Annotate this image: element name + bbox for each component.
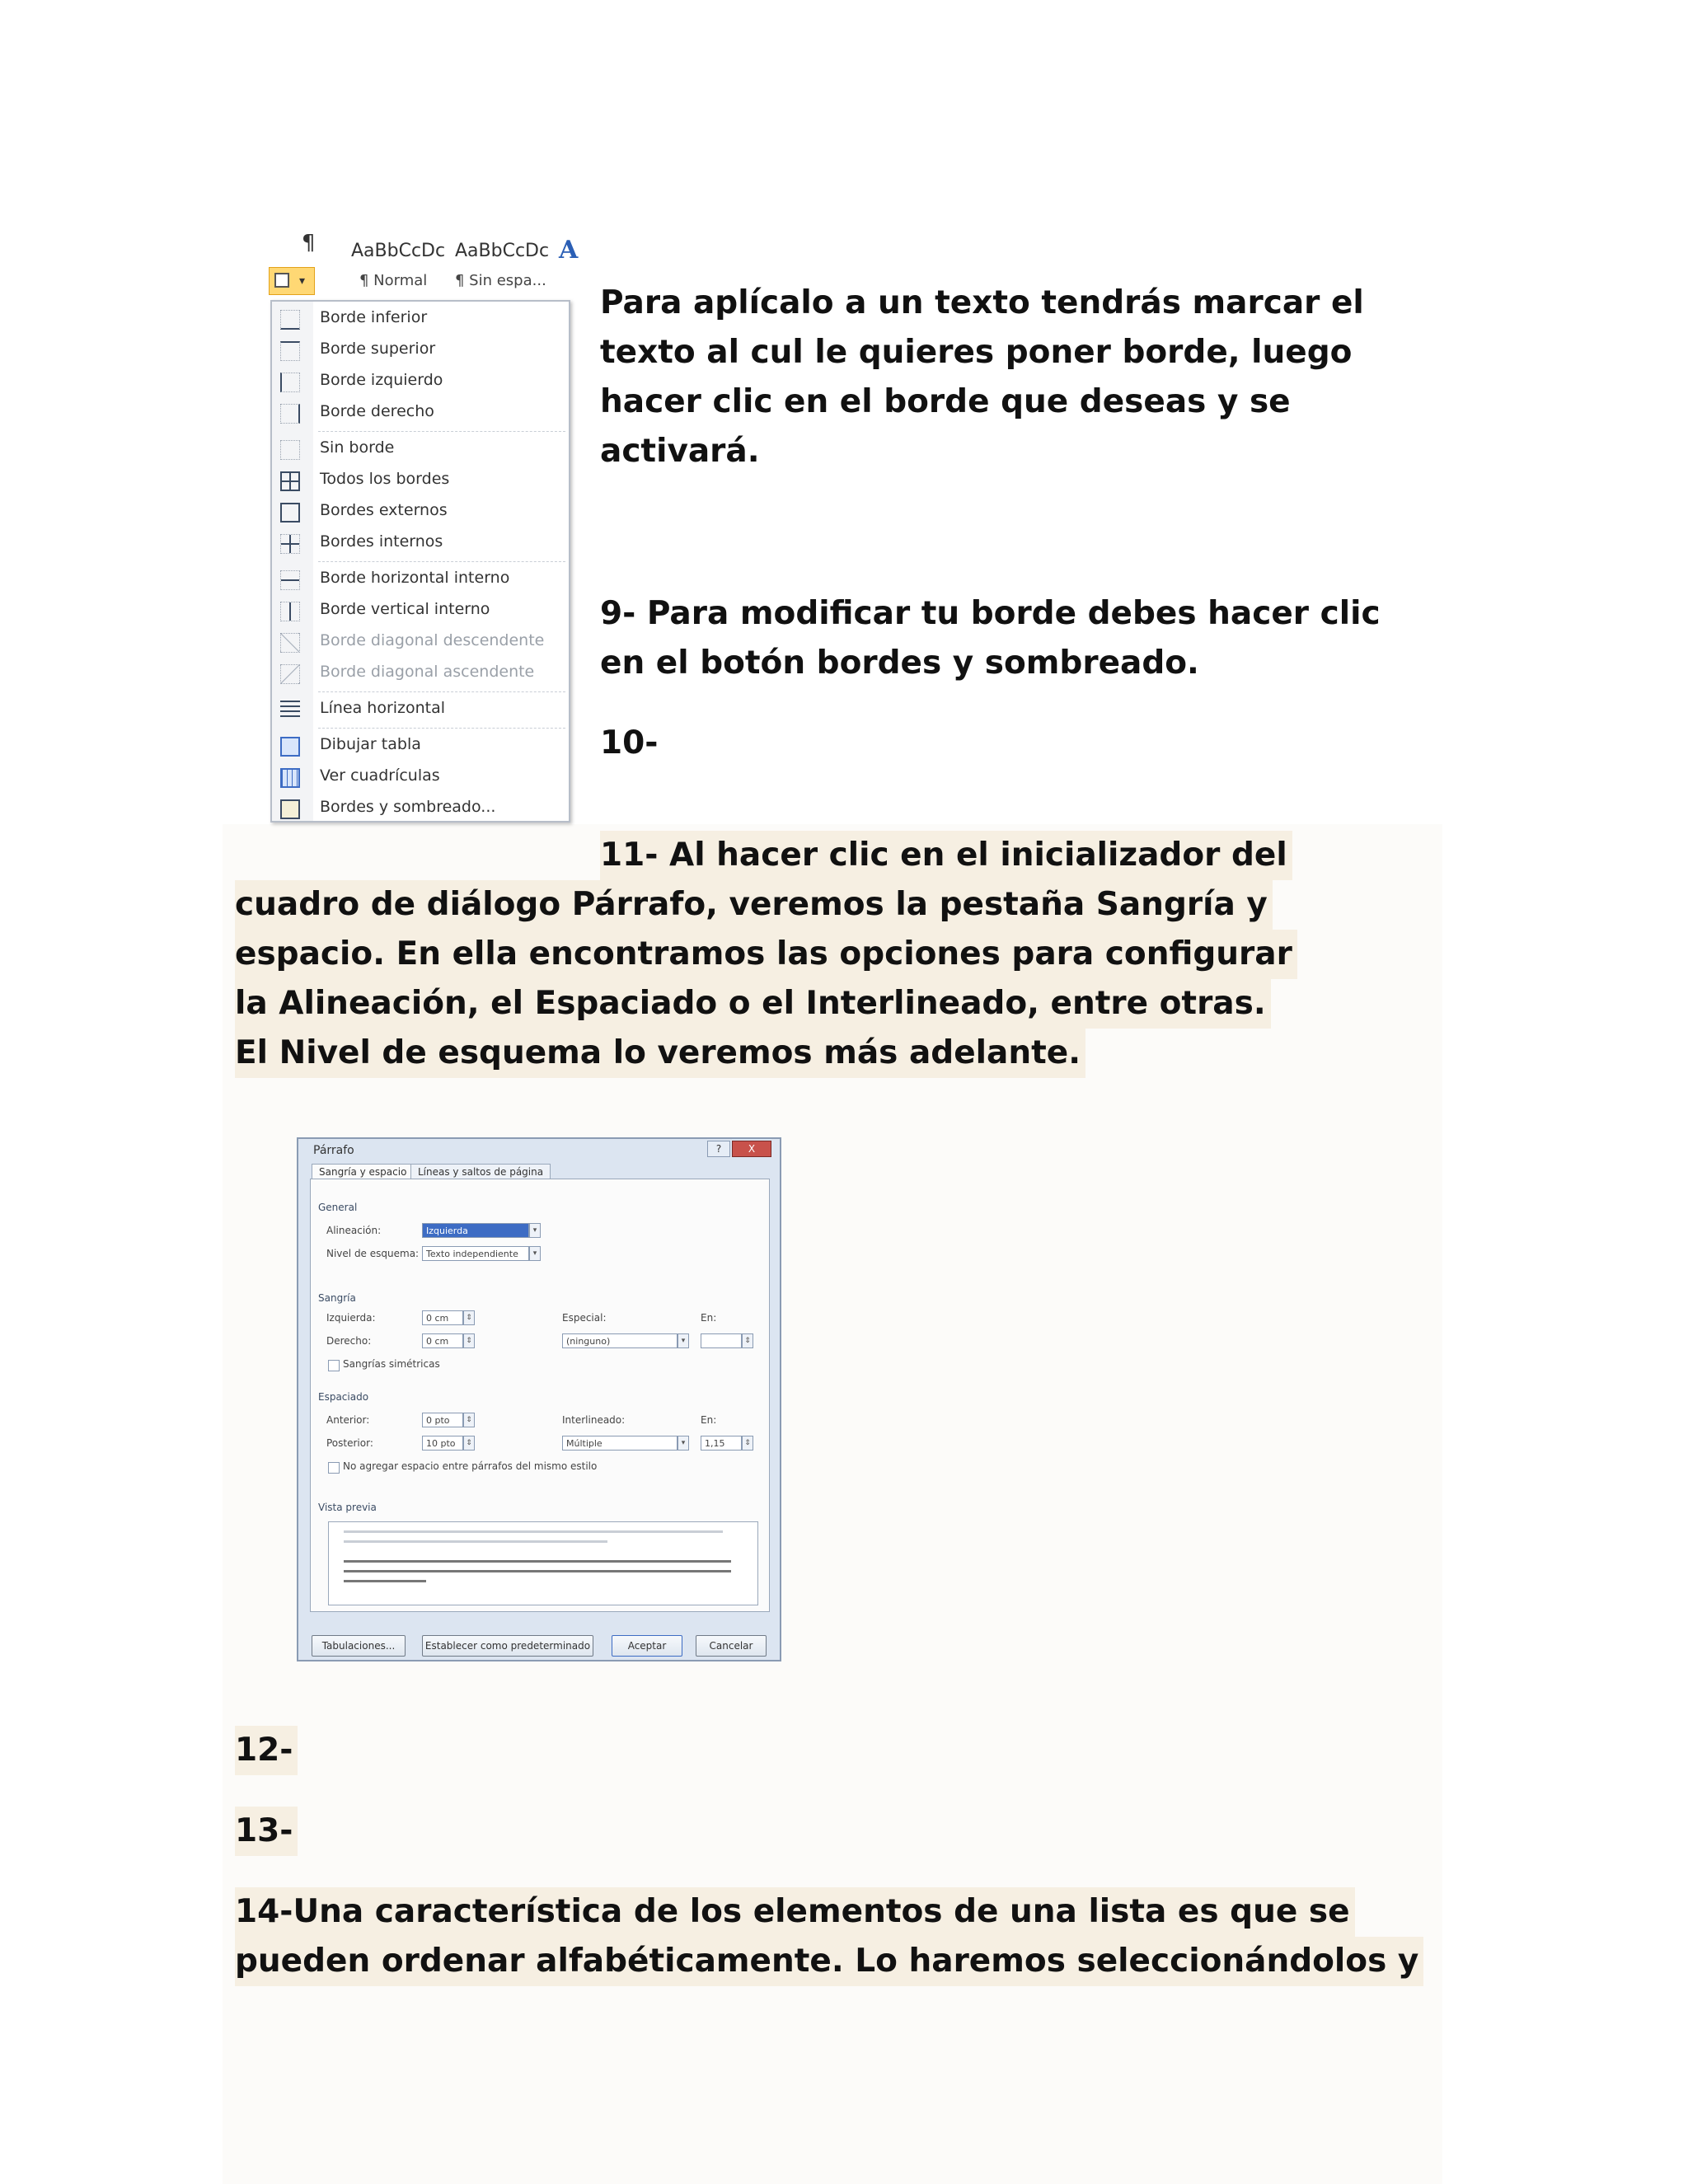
text-run: , el <box>467 985 535 1022</box>
inside-horizontal-border-icon <box>280 570 300 590</box>
inside-vertical-border-icon <box>280 602 300 621</box>
horizontal-line-icon <box>280 701 300 720</box>
text-run: pueden <box>235 1943 382 1980</box>
preview-line <box>344 1570 731 1572</box>
paragraph-14 <box>235 1887 1423 1986</box>
stepper-icon[interactable]: ⇕ <box>463 1310 475 1325</box>
paragraph-11 <box>235 831 1297 1078</box>
interlineado-label: Interlineado: <box>562 1414 626 1426</box>
change-styles-icon[interactable]: A <box>559 236 579 265</box>
paragraph-12 <box>235 1726 298 1775</box>
chevron-down-icon[interactable]: ▾ <box>678 1436 689 1451</box>
stepper-icon[interactable]: ⇕ <box>463 1413 475 1427</box>
pilcrow-icon[interactable]: ¶ <box>302 231 316 255</box>
stepper-icon[interactable]: ⇕ <box>742 1333 753 1348</box>
anterior-label: Anterior: <box>326 1414 370 1426</box>
menu-item-borde-diagonal-ascendente[interactable] <box>272 659 569 689</box>
chevron-down-icon[interactable]: ▾ <box>529 1223 541 1238</box>
text-emphasis: Sangría y <box>1095 886 1268 923</box>
group-sangria: Sangría <box>318 1292 356 1304</box>
menu-item-borde-vertical-interno[interactable] <box>272 597 569 626</box>
preview-line <box>344 1560 731 1563</box>
menu-item-label: Borde diagonal descendente <box>320 631 545 649</box>
text-run: lo veremos más adelante. <box>602 1034 1081 1071</box>
menu-item-label: Borde izquierdo <box>320 371 443 389</box>
borders-menu <box>270 300 570 823</box>
menu-item-label: Bordes internos <box>320 532 443 551</box>
especial-select[interactable]: (ninguno) <box>562 1333 678 1348</box>
border-bottom-icon <box>280 310 300 330</box>
text-emphasis: ordenar alfabéticamente <box>381 1943 832 1980</box>
text-line <box>235 1029 1085 1078</box>
chevron-down-icon[interactable]: ▾ <box>529 1246 541 1261</box>
text-emphasis: Párrafo <box>571 886 706 923</box>
especial-label: Especial: <box>562 1312 607 1324</box>
menu-item-todos-los-bordes[interactable] <box>272 466 569 496</box>
anterior-field[interactable]: 0 pto <box>422 1413 463 1427</box>
no-agregar-checkbox[interactable] <box>328 1462 340 1474</box>
borders-menu-screenshot <box>267 224 579 823</box>
border-top-icon <box>280 341 300 361</box>
borders-dropdown-button[interactable] <box>269 267 315 295</box>
en-field[interactable] <box>701 1333 742 1348</box>
text-run: , entre otras. <box>1027 985 1266 1022</box>
menu-item-bordes-externos[interactable] <box>272 498 569 527</box>
text-run: , veremos la pestaña <box>706 886 1096 923</box>
border-icon <box>274 273 289 288</box>
stepper-icon[interactable]: ⇕ <box>742 1436 753 1451</box>
alineacion-label: Alineación: <box>326 1225 382 1236</box>
no-border-icon <box>280 440 300 460</box>
menu-item-bordes-y-sombreado[interactable] <box>272 794 569 824</box>
text-run: cuadro de diálogo <box>235 886 572 923</box>
text-emphasis: Interlineado <box>805 985 1028 1022</box>
paragraph-apply-border <box>600 279 1364 476</box>
text-line: Para aplícalo a un texto tendrás marcar el <box>600 284 1364 321</box>
paragraph-9 <box>600 589 1381 688</box>
text-run: . Lo haremos seleccionándolos y <box>831 1943 1419 1980</box>
preview-line <box>344 1580 426 1582</box>
ok-button[interactable]: Aceptar <box>612 1635 682 1657</box>
paragraph-13 <box>235 1807 298 1856</box>
text-line <box>235 880 1273 930</box>
menu-item-sin-borde[interactable] <box>272 435 569 465</box>
style-sample-no-spacing[interactable]: AaBbCcDc <box>455 241 550 261</box>
text-line <box>235 979 1271 1029</box>
derecho-field[interactable]: 0 cm <box>422 1333 463 1348</box>
paragraph-10: 10- <box>600 724 659 762</box>
chevron-down-icon[interactable]: ▾ <box>678 1333 689 1348</box>
en2-field[interactable]: 1,15 <box>701 1436 742 1451</box>
menu-item-borde-inferior[interactable] <box>272 305 569 335</box>
text-emphasis: Nivel de esquema <box>279 1034 603 1071</box>
menu-item-label: Borde vertical interno <box>320 600 490 618</box>
alineacion-select[interactable]: Izquierda <box>422 1223 529 1238</box>
cancel-button[interactable]: Cancelar <box>696 1635 767 1657</box>
izquierda-field[interactable]: 0 cm <box>422 1310 463 1325</box>
tab-sangria-espacio[interactable]: Sangría y espacio <box>312 1164 414 1186</box>
text-emphasis: espacio <box>235 935 373 972</box>
derecho-label: Derecho: <box>326 1335 372 1347</box>
borders-shading-icon <box>280 799 300 819</box>
menu-item-borde-derecho[interactable] <box>272 399 569 429</box>
text-line: 11- Al hacer clic en el inicializador del <box>600 831 1292 880</box>
menu-item-label: Borde superior <box>320 340 436 358</box>
text-run: la <box>235 985 279 1022</box>
group-general: General <box>318 1202 358 1213</box>
tabulaciones-button[interactable]: Tabulaciones... <box>312 1635 406 1657</box>
group-espaciado: Espaciado <box>318 1391 369 1403</box>
sangrias-simetricas-label: Sangrías simétricas <box>343 1358 440 1370</box>
text-line: en el botón bordes y sombreado. <box>600 644 1199 682</box>
sangrias-simetricas-checkbox[interactable] <box>328 1360 340 1371</box>
menu-item-borde-superior[interactable] <box>272 336 569 366</box>
menu-separator <box>318 691 565 692</box>
izquierda-label: Izquierda: <box>326 1312 376 1324</box>
paragraph-dialog-screenshot <box>297 1137 781 1661</box>
border-left-icon <box>280 373 300 392</box>
menu-item-ver-cuadriculas[interactable] <box>272 763 569 793</box>
text-line: texto al cul le quieres poner borde, luego <box>600 334 1353 371</box>
menu-item-label: Bordes y sombreado... <box>320 798 496 816</box>
preview-box <box>328 1521 758 1605</box>
text-line <box>235 1937 1423 1986</box>
menu-item-label: Borde derecho <box>320 402 434 420</box>
preview-line <box>344 1530 723 1533</box>
text-line: 14-Una característica de los elementos de una lista es que se <box>235 1887 1355 1937</box>
text-run: . En ella encontramos las opciones para configurar <box>373 935 1292 972</box>
posterior-label: Posterior: <box>326 1437 373 1449</box>
menu-item-linea-horizontal[interactable] <box>272 696 569 725</box>
text-line: 12- <box>235 1726 298 1775</box>
menu-item-dibujar-tabla[interactable] <box>272 732 569 762</box>
ribbon-styles-area <box>267 224 579 298</box>
text-line: activará. <box>600 433 760 470</box>
menu-item-label: Sin borde <box>320 438 395 457</box>
text-line <box>235 930 1297 979</box>
no-agregar-label: No agregar espacio entre párrafos del mismo estilo <box>343 1460 598 1472</box>
style-sample-normal[interactable]: AaBbCcDc <box>351 241 446 261</box>
menu-item-label: Borde horizontal interno <box>320 569 510 587</box>
view-gridlines-icon <box>280 768 300 788</box>
set-default-button[interactable]: Establecer como predeterminado <box>422 1635 593 1657</box>
stepper-icon[interactable]: ⇕ <box>463 1436 475 1451</box>
text-emphasis: Espaciado <box>534 985 718 1022</box>
outside-borders-icon <box>280 503 300 523</box>
menu-item-label: Borde diagonal ascendente <box>320 663 535 681</box>
help-icon[interactable]: ? <box>707 1141 730 1157</box>
diagonal-up-border-icon <box>280 664 300 684</box>
menu-item-borde-horizontal-interno[interactable] <box>272 565 569 595</box>
dialog-title: Párrafo <box>313 1144 354 1157</box>
group-vista-previa: Vista previa <box>318 1502 377 1513</box>
menu-separator <box>318 431 565 432</box>
inside-borders-icon <box>280 534 300 554</box>
stepper-icon[interactable]: ⇕ <box>463 1333 475 1348</box>
close-icon[interactable]: X <box>732 1141 771 1157</box>
menu-item-label: Todos los bordes <box>320 470 450 488</box>
en-label: En: <box>701 1312 717 1324</box>
nivel-esquema-label: Nivel de esquema: <box>326 1248 420 1259</box>
preview-line <box>344 1540 607 1543</box>
posterior-field[interactable]: 10 pto <box>422 1436 463 1451</box>
text-run: o el <box>717 985 806 1022</box>
text-run: El <box>235 1034 279 1071</box>
menu-item-label: Borde inferior <box>320 308 428 326</box>
diagonal-down-border-icon <box>280 633 300 653</box>
text-emphasis: Alineación <box>279 985 467 1022</box>
menu-separator <box>318 728 565 729</box>
menu-item-label: Bordes externos <box>320 501 448 519</box>
border-right-icon <box>280 404 300 424</box>
text-line: hacer clic en el borde que deseas y se <box>600 383 1291 420</box>
en2-label: En: <box>701 1414 717 1426</box>
menu-item-label: Línea horizontal <box>320 699 446 717</box>
menu-item-borde-izquierdo[interactable] <box>272 368 569 397</box>
menu-item-label: Ver cuadrículas <box>320 766 440 785</box>
nivel-esquema-select[interactable]: Texto independiente <box>422 1246 529 1261</box>
chevron-down-icon: ▾ <box>299 274 306 288</box>
menu-separator <box>318 561 565 562</box>
text-line: 9- Para modificar tu borde debes hacer clic <box>600 595 1381 632</box>
style-name-no-spacing[interactable]: ¶ Sin espa... <box>455 272 546 289</box>
menu-item-label: Dibujar tabla <box>320 735 421 753</box>
all-borders-icon <box>280 471 300 491</box>
menu-item-borde-diagonal-descendente[interactable] <box>272 628 569 658</box>
tab-lineas-saltos[interactable]: Líneas y saltos de página <box>410 1164 551 1186</box>
draw-table-icon <box>280 737 300 757</box>
menu-item-bordes-internos[interactable] <box>272 529 569 559</box>
text-line: 13- <box>235 1807 298 1856</box>
interlineado-select[interactable]: Múltiple <box>562 1436 678 1451</box>
style-name-normal[interactable]: ¶ Normal <box>359 272 428 289</box>
